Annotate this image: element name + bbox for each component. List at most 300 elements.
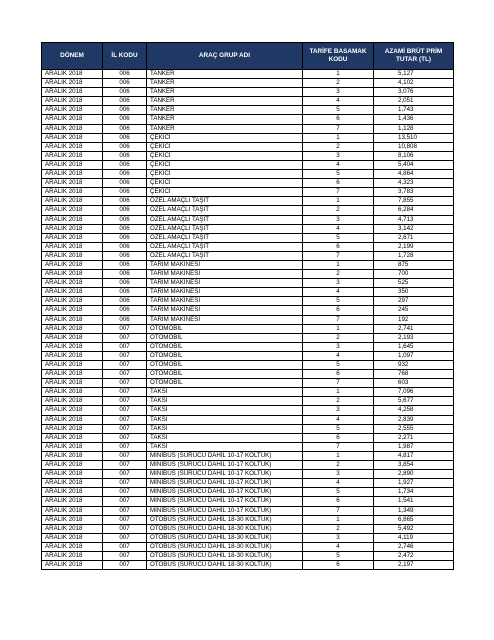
- cell-tarife-basamak-kodu: 2: [303, 142, 374, 151]
- cell-donem: ARALIK 2018: [42, 179, 103, 188]
- cell-arac-grup-adi: TARIM MAKİNESİ: [147, 306, 303, 315]
- cell-donem: ARALIK 2018: [42, 342, 103, 351]
- cell-donem: ARALIK 2018: [42, 488, 103, 497]
- cell-tarife-basamak-kodu: 5: [303, 106, 374, 115]
- cell-donem: ARALIK 2018: [42, 361, 103, 370]
- cell-arac-grup-adi: ÇEKİCİ: [147, 179, 303, 188]
- cell-arac-grup-adi: TARIM MAKİNESİ: [147, 297, 303, 306]
- cell-il-kodu: 007: [103, 488, 147, 497]
- premium-table-sheet: [41, 42, 453, 570]
- cell-il-kodu: 007: [103, 342, 147, 351]
- cell-azami-brut-prim-tutar: 6,865: [374, 515, 454, 524]
- table-row: [42, 561, 454, 570]
- cell-il-kodu: 006: [103, 197, 147, 206]
- cell-arac-grup-adi: TANKER: [147, 79, 303, 88]
- cell-tarife-basamak-kodu: 6: [303, 179, 374, 188]
- cell-tarife-basamak-kodu: 3: [303, 88, 374, 97]
- table-row: [42, 533, 454, 542]
- cell-arac-grup-adi: OTOBÜS (SÜRÜCÜ DAHİL 18-30 KOLTUK): [147, 515, 303, 524]
- cell-arac-grup-adi: OTOMOBİL: [147, 370, 303, 379]
- cell-il-kodu: 006: [103, 70, 147, 79]
- cell-azami-brut-prim-tutar: 1,734: [374, 488, 454, 497]
- table-row: [42, 297, 454, 306]
- cell-il-kodu: 006: [103, 297, 147, 306]
- cell-tarife-basamak-kodu: 3: [303, 406, 374, 415]
- cell-tarife-basamak-kodu: 3: [303, 342, 374, 351]
- cell-tarife-basamak-kodu: 4: [303, 415, 374, 424]
- cell-donem: ARALIK 2018: [42, 70, 103, 79]
- cell-arac-grup-adi: TAKSİ: [147, 433, 303, 442]
- cell-tarife-basamak-kodu: 7: [303, 124, 374, 133]
- cell-arac-grup-adi: TARIM MAKİNESİ: [147, 288, 303, 297]
- cell-arac-grup-adi: TAKSİ: [147, 415, 303, 424]
- cell-donem: ARALIK 2018: [42, 206, 103, 215]
- table-row: [42, 397, 454, 406]
- cell-azami-brut-prim-tutar: 297: [374, 297, 454, 306]
- table-row: [42, 170, 454, 179]
- table-row: [42, 160, 454, 169]
- cell-il-kodu: 006: [103, 315, 147, 324]
- cell-tarife-basamak-kodu: 2: [303, 206, 374, 215]
- cell-tarife-basamak-kodu: 2: [303, 79, 374, 88]
- cell-arac-grup-adi: ÇEKİCİ: [147, 188, 303, 197]
- cell-donem: ARALIK 2018: [42, 551, 103, 560]
- cell-donem: ARALIK 2018: [42, 415, 103, 424]
- table-row: [42, 424, 454, 433]
- cell-tarife-basamak-kodu: 3: [303, 279, 374, 288]
- cell-il-kodu: 007: [103, 533, 147, 542]
- cell-arac-grup-adi: TARIM MAKİNESİ: [147, 315, 303, 324]
- cell-donem: ARALIK 2018: [42, 406, 103, 415]
- cell-donem: ARALIK 2018: [42, 197, 103, 206]
- table-row: [42, 479, 454, 488]
- header-il-kodu: İL KODU: [103, 43, 147, 70]
- table-row: [42, 233, 454, 242]
- cell-donem: ARALIK 2018: [42, 497, 103, 506]
- cell-azami-brut-prim-tutar: 4,713: [374, 215, 454, 224]
- table-row: [42, 324, 454, 333]
- cell-azami-brut-prim-tutar: 875: [374, 260, 454, 269]
- cell-azami-brut-prim-tutar: 2,890: [374, 470, 454, 479]
- cell-il-kodu: 006: [103, 115, 147, 124]
- cell-arac-grup-adi: TANKER: [147, 97, 303, 106]
- cell-il-kodu: 007: [103, 388, 147, 397]
- cell-arac-grup-adi: OTOBÜS (SÜRÜCÜ DAHİL 18-30 KOLTUK): [147, 561, 303, 570]
- cell-azami-brut-prim-tutar: 5,677: [374, 397, 454, 406]
- table-row: [42, 97, 454, 106]
- cell-donem: ARALIK 2018: [42, 297, 103, 306]
- cell-tarife-basamak-kodu: 2: [303, 461, 374, 470]
- cell-arac-grup-adi: TARIM MAKİNESİ: [147, 279, 303, 288]
- cell-arac-grup-adi: ÇEKİCİ: [147, 170, 303, 179]
- cell-donem: ARALIK 2018: [42, 115, 103, 124]
- cell-donem: ARALIK 2018: [42, 515, 103, 524]
- table-row: [42, 88, 454, 97]
- cell-donem: ARALIK 2018: [42, 479, 103, 488]
- cell-il-kodu: 007: [103, 524, 147, 533]
- cell-tarife-basamak-kodu: 7: [303, 442, 374, 451]
- cell-azami-brut-prim-tutar: 8,106: [374, 151, 454, 160]
- cell-tarife-basamak-kodu: 1: [303, 260, 374, 269]
- cell-arac-grup-adi: MİNİBÜS (SÜRÜCÜ DAHİL 10-17 KOLTUK): [147, 461, 303, 470]
- cell-tarife-basamak-kodu: 7: [303, 188, 374, 197]
- cell-il-kodu: 006: [103, 97, 147, 106]
- cell-il-kodu: 007: [103, 379, 147, 388]
- cell-donem: ARALIK 2018: [42, 324, 103, 333]
- table-row: [42, 551, 454, 560]
- table-row: [42, 70, 454, 79]
- cell-il-kodu: 007: [103, 451, 147, 460]
- cell-arac-grup-adi: TANKER: [147, 88, 303, 97]
- table-row: [42, 270, 454, 279]
- cell-tarife-basamak-kodu: 3: [303, 533, 374, 542]
- table-row: [42, 151, 454, 160]
- cell-il-kodu: 007: [103, 461, 147, 470]
- cell-il-kodu: 006: [103, 88, 147, 97]
- cell-il-kodu: 006: [103, 160, 147, 169]
- header-row: [42, 43, 454, 70]
- cell-il-kodu: 006: [103, 233, 147, 242]
- cell-il-kodu: 007: [103, 370, 147, 379]
- cell-tarife-basamak-kodu: 4: [303, 160, 374, 169]
- cell-donem: ARALIK 2018: [42, 142, 103, 151]
- cell-arac-grup-adi: ÇEKİCİ: [147, 151, 303, 160]
- cell-arac-grup-adi: MİNİBÜS (SÜRÜCÜ DAHİL 10-17 KOLTUK): [147, 488, 303, 497]
- table-row: [42, 124, 454, 133]
- cell-donem: ARALIK 2018: [42, 279, 103, 288]
- cell-donem: ARALIK 2018: [42, 224, 103, 233]
- cell-azami-brut-prim-tutar: 5,127: [374, 70, 454, 79]
- cell-azami-brut-prim-tutar: 4,258: [374, 406, 454, 415]
- table-row: [42, 379, 454, 388]
- cell-il-kodu: 006: [103, 206, 147, 215]
- cell-arac-grup-adi: OTOMOBİL: [147, 342, 303, 351]
- cell-azami-brut-prim-tutar: 2,741: [374, 324, 454, 333]
- cell-arac-grup-adi: OTOMOBİL: [147, 361, 303, 370]
- cell-tarife-basamak-kodu: 1: [303, 451, 374, 460]
- table-row: [42, 288, 454, 297]
- cell-arac-grup-adi: ÖZEL AMAÇLI TAŞIT: [147, 242, 303, 251]
- cell-tarife-basamak-kodu: 1: [303, 70, 374, 79]
- cell-arac-grup-adi: OTOMOBİL: [147, 351, 303, 360]
- cell-azami-brut-prim-tutar: 7,096: [374, 388, 454, 397]
- cell-il-kodu: 006: [103, 124, 147, 133]
- cell-arac-grup-adi: TAKSİ: [147, 406, 303, 415]
- cell-arac-grup-adi: MİNİBÜS (SÜRÜCÜ DAHİL 10-17 KOLTUK): [147, 506, 303, 515]
- cell-azami-brut-prim-tutar: 2,271: [374, 433, 454, 442]
- cell-arac-grup-adi: OTOMOBİL: [147, 324, 303, 333]
- cell-azami-brut-prim-tutar: 7,855: [374, 197, 454, 206]
- cell-il-kodu: 006: [103, 188, 147, 197]
- cell-donem: ARALIK 2018: [42, 260, 103, 269]
- header-donem: DÖNEM: [42, 43, 103, 70]
- cell-azami-brut-prim-tutar: 525: [374, 279, 454, 288]
- cell-il-kodu: 007: [103, 470, 147, 479]
- cell-arac-grup-adi: OTOBÜS (SÜRÜCÜ DAHİL 18-30 KOLTUK): [147, 542, 303, 551]
- cell-tarife-basamak-kodu: 6: [303, 561, 374, 570]
- cell-arac-grup-adi: OTOMOBİL: [147, 379, 303, 388]
- cell-azami-brut-prim-tutar: 1,728: [374, 251, 454, 260]
- cell-arac-grup-adi: ÇEKİCİ: [147, 160, 303, 169]
- cell-azami-brut-prim-tutar: 350: [374, 288, 454, 297]
- cell-azami-brut-prim-tutar: 2,555: [374, 424, 454, 433]
- cell-arac-grup-adi: TAKSİ: [147, 397, 303, 406]
- table-row: [42, 370, 454, 379]
- cell-il-kodu: 006: [103, 306, 147, 315]
- cell-azami-brut-prim-tutar: 13,510: [374, 133, 454, 142]
- cell-azami-brut-prim-tutar: 2,746: [374, 542, 454, 551]
- cell-donem: ARALIK 2018: [42, 333, 103, 342]
- table-row: [42, 133, 454, 142]
- premium-table: [41, 42, 454, 570]
- cell-tarife-basamak-kodu: 4: [303, 351, 374, 360]
- table-row: [42, 215, 454, 224]
- cell-arac-grup-adi: TANKER: [147, 115, 303, 124]
- table-row: [42, 279, 454, 288]
- cell-il-kodu: 007: [103, 551, 147, 560]
- table-row: [42, 433, 454, 442]
- cell-azami-brut-prim-tutar: 3,142: [374, 224, 454, 233]
- cell-donem: ARALIK 2018: [42, 270, 103, 279]
- table-row: [42, 206, 454, 215]
- table-row: [42, 197, 454, 206]
- cell-tarife-basamak-kodu: 6: [303, 306, 374, 315]
- cell-donem: ARALIK 2018: [42, 561, 103, 570]
- cell-tarife-basamak-kodu: 1: [303, 324, 374, 333]
- cell-azami-brut-prim-tutar: 4,817: [374, 451, 454, 460]
- cell-donem: ARALIK 2018: [42, 79, 103, 88]
- cell-donem: ARALIK 2018: [42, 97, 103, 106]
- cell-il-kodu: 006: [103, 142, 147, 151]
- cell-arac-grup-adi: ÇEKİCİ: [147, 133, 303, 142]
- cell-azami-brut-prim-tutar: 700: [374, 270, 454, 279]
- cell-azami-brut-prim-tutar: 2,193: [374, 333, 454, 342]
- table-row: [42, 251, 454, 260]
- cell-arac-grup-adi: OTOMOBİL: [147, 333, 303, 342]
- cell-azami-brut-prim-tutar: 4,119: [374, 533, 454, 542]
- header-tarife-basamak-kodu: TARİFE BASAMAK KODU: [303, 43, 374, 70]
- table-row: [42, 515, 454, 524]
- cell-arac-grup-adi: ÖZEL AMAÇLI TAŞIT: [147, 215, 303, 224]
- cell-il-kodu: 006: [103, 279, 147, 288]
- cell-donem: ARALIK 2018: [42, 461, 103, 470]
- cell-tarife-basamak-kodu: 7: [303, 251, 374, 260]
- cell-il-kodu: 007: [103, 424, 147, 433]
- cell-azami-brut-prim-tutar: 5,404: [374, 160, 454, 169]
- cell-arac-grup-adi: MİNİBÜS (SÜRÜCÜ DAHİL 10-17 KOLTUK): [147, 451, 303, 460]
- cell-tarife-basamak-kodu: 2: [303, 333, 374, 342]
- cell-tarife-basamak-kodu: 4: [303, 479, 374, 488]
- cell-tarife-basamak-kodu: 2: [303, 397, 374, 406]
- cell-arac-grup-adi: OTOBÜS (SÜRÜCÜ DAHİL 18-30 KOLTUK): [147, 524, 303, 533]
- cell-arac-grup-adi: TANKER: [147, 124, 303, 133]
- cell-il-kodu: 007: [103, 333, 147, 342]
- cell-azami-brut-prim-tutar: 4,102: [374, 79, 454, 88]
- table-row: [42, 542, 454, 551]
- cell-donem: ARALIK 2018: [42, 124, 103, 133]
- cell-il-kodu: 006: [103, 260, 147, 269]
- cell-il-kodu: 007: [103, 506, 147, 515]
- cell-donem: ARALIK 2018: [42, 542, 103, 551]
- cell-arac-grup-adi: ÖZEL AMAÇLI TAŞIT: [147, 197, 303, 206]
- table-row: [42, 388, 454, 397]
- cell-arac-grup-adi: MİNİBÜS (SÜRÜCÜ DAHİL 10-17 KOLTUK): [147, 479, 303, 488]
- cell-donem: ARALIK 2018: [42, 160, 103, 169]
- header-arac-grup-adi: ARAÇ GRUP ADI: [147, 43, 303, 70]
- cell-il-kodu: 007: [103, 497, 147, 506]
- cell-azami-brut-prim-tutar: 2,197: [374, 561, 454, 570]
- cell-tarife-basamak-kodu: 7: [303, 379, 374, 388]
- cell-il-kodu: 006: [103, 151, 147, 160]
- cell-donem: ARALIK 2018: [42, 451, 103, 460]
- table-body: [42, 70, 454, 570]
- cell-donem: ARALIK 2018: [42, 170, 103, 179]
- cell-tarife-basamak-kodu: 1: [303, 388, 374, 397]
- cell-azami-brut-prim-tutar: 1,097: [374, 351, 454, 360]
- cell-tarife-basamak-kodu: 7: [303, 506, 374, 515]
- table-row: [42, 306, 454, 315]
- cell-azami-brut-prim-tutar: 1,128: [374, 124, 454, 133]
- cell-azami-brut-prim-tutar: 2,671: [374, 233, 454, 242]
- cell-azami-brut-prim-tutar: 768: [374, 370, 454, 379]
- cell-donem: ARALIK 2018: [42, 251, 103, 260]
- cell-tarife-basamak-kodu: 1: [303, 133, 374, 142]
- cell-azami-brut-prim-tutar: 603: [374, 379, 454, 388]
- cell-tarife-basamak-kodu: 3: [303, 215, 374, 224]
- cell-arac-grup-adi: MİNİBÜS (SÜRÜCÜ DAHİL 10-17 KOLTUK): [147, 470, 303, 479]
- cell-donem: ARALIK 2018: [42, 133, 103, 142]
- cell-il-kodu: 006: [103, 179, 147, 188]
- cell-tarife-basamak-kodu: 2: [303, 270, 374, 279]
- cell-arac-grup-adi: TANKER: [147, 106, 303, 115]
- cell-arac-grup-adi: ÖZEL AMAÇLI TAŞIT: [147, 251, 303, 260]
- table-row: [42, 260, 454, 269]
- table-row: [42, 488, 454, 497]
- cell-azami-brut-prim-tutar: 1,541: [374, 497, 454, 506]
- cell-il-kodu: 007: [103, 406, 147, 415]
- cell-tarife-basamak-kodu: 1: [303, 515, 374, 524]
- cell-il-kodu: 007: [103, 415, 147, 424]
- cell-tarife-basamak-kodu: 6: [303, 242, 374, 251]
- header-azami-brut-prim-tutar: AZAMİ BRÜT PRİM TUTAR (TL): [374, 43, 454, 70]
- cell-tarife-basamak-kodu: 4: [303, 288, 374, 297]
- cell-il-kodu: 007: [103, 397, 147, 406]
- cell-arac-grup-adi: OTOBÜS (SÜRÜCÜ DAHİL 18-30 KOLTUK): [147, 533, 303, 542]
- cell-il-kodu: 006: [103, 79, 147, 88]
- cell-tarife-basamak-kodu: 5: [303, 297, 374, 306]
- cell-azami-brut-prim-tutar: 6,284: [374, 206, 454, 215]
- cell-tarife-basamak-kodu: 5: [303, 551, 374, 560]
- cell-azami-brut-prim-tutar: 10,808: [374, 142, 454, 151]
- cell-tarife-basamak-kodu: 5: [303, 488, 374, 497]
- cell-arac-grup-adi: MİNİBÜS (SÜRÜCÜ DAHİL 10-17 KOLTUK): [147, 497, 303, 506]
- cell-tarife-basamak-kodu: 2: [303, 524, 374, 533]
- cell-azami-brut-prim-tutar: 932: [374, 361, 454, 370]
- table-row: [42, 242, 454, 251]
- cell-donem: ARALIK 2018: [42, 433, 103, 442]
- table-row: [42, 442, 454, 451]
- cell-arac-grup-adi: TANKER: [147, 70, 303, 79]
- cell-donem: ARALIK 2018: [42, 88, 103, 97]
- cell-tarife-basamak-kodu: 6: [303, 370, 374, 379]
- table-row: [42, 451, 454, 460]
- cell-il-kodu: 006: [103, 106, 147, 115]
- cell-azami-brut-prim-tutar: 192: [374, 315, 454, 324]
- cell-azami-brut-prim-tutar: 2,199: [374, 242, 454, 251]
- cell-arac-grup-adi: TARIM MAKİNESİ: [147, 260, 303, 269]
- cell-il-kodu: 007: [103, 479, 147, 488]
- table-row: [42, 415, 454, 424]
- cell-tarife-basamak-kodu: 5: [303, 361, 374, 370]
- cell-tarife-basamak-kodu: 7: [303, 315, 374, 324]
- cell-donem: ARALIK 2018: [42, 106, 103, 115]
- cell-donem: ARALIK 2018: [42, 315, 103, 324]
- cell-azami-brut-prim-tutar: 2,472: [374, 551, 454, 560]
- cell-donem: ARALIK 2018: [42, 470, 103, 479]
- cell-azami-brut-prim-tutar: 1,743: [374, 106, 454, 115]
- cell-arac-grup-adi: TAKSİ: [147, 442, 303, 451]
- cell-tarife-basamak-kodu: 6: [303, 433, 374, 442]
- cell-tarife-basamak-kodu: 4: [303, 224, 374, 233]
- cell-donem: ARALIK 2018: [42, 215, 103, 224]
- cell-donem: ARALIK 2018: [42, 188, 103, 197]
- cell-il-kodu: 006: [103, 215, 147, 224]
- table-row: [42, 106, 454, 115]
- table-row: [42, 115, 454, 124]
- cell-donem: ARALIK 2018: [42, 506, 103, 515]
- cell-azami-brut-prim-tutar: 1,645: [374, 342, 454, 351]
- cell-azami-brut-prim-tutar: 1,987: [374, 442, 454, 451]
- cell-donem: ARALIK 2018: [42, 233, 103, 242]
- cell-il-kodu: 006: [103, 288, 147, 297]
- table-row: [42, 506, 454, 515]
- cell-azami-brut-prim-tutar: 1,436: [374, 115, 454, 124]
- cell-donem: ARALIK 2018: [42, 242, 103, 251]
- cell-arac-grup-adi: ÖZEL AMAÇLI TAŞIT: [147, 206, 303, 215]
- table-row: [42, 351, 454, 360]
- cell-il-kodu: 007: [103, 515, 147, 524]
- cell-azami-brut-prim-tutar: 245: [374, 306, 454, 315]
- cell-donem: ARALIK 2018: [42, 288, 103, 297]
- cell-il-kodu: 006: [103, 270, 147, 279]
- cell-il-kodu: 006: [103, 224, 147, 233]
- cell-arac-grup-adi: ÇEKİCİ: [147, 142, 303, 151]
- cell-donem: ARALIK 2018: [42, 370, 103, 379]
- cell-il-kodu: 006: [103, 133, 147, 142]
- cell-tarife-basamak-kodu: 3: [303, 470, 374, 479]
- table-row: [42, 524, 454, 533]
- cell-il-kodu: 007: [103, 442, 147, 451]
- cell-tarife-basamak-kodu: 3: [303, 151, 374, 160]
- table-row: [42, 142, 454, 151]
- cell-tarife-basamak-kodu: 6: [303, 497, 374, 506]
- cell-arac-grup-adi: ÖZEL AMAÇLI TAŞIT: [147, 224, 303, 233]
- cell-azami-brut-prim-tutar: 2,839: [374, 415, 454, 424]
- cell-donem: ARALIK 2018: [42, 379, 103, 388]
- cell-arac-grup-adi: TAKSİ: [147, 424, 303, 433]
- table-row: [42, 470, 454, 479]
- cell-il-kodu: 007: [103, 361, 147, 370]
- table-row: [42, 497, 454, 506]
- cell-il-kodu: 007: [103, 433, 147, 442]
- table-header: [42, 43, 454, 70]
- cell-azami-brut-prim-tutar: 4,323: [374, 179, 454, 188]
- cell-azami-brut-prim-tutar: 3,783: [374, 188, 454, 197]
- cell-tarife-basamak-kodu: 4: [303, 97, 374, 106]
- cell-arac-grup-adi: TARIM MAKİNESİ: [147, 270, 303, 279]
- table-row: [42, 224, 454, 233]
- cell-tarife-basamak-kodu: 5: [303, 233, 374, 242]
